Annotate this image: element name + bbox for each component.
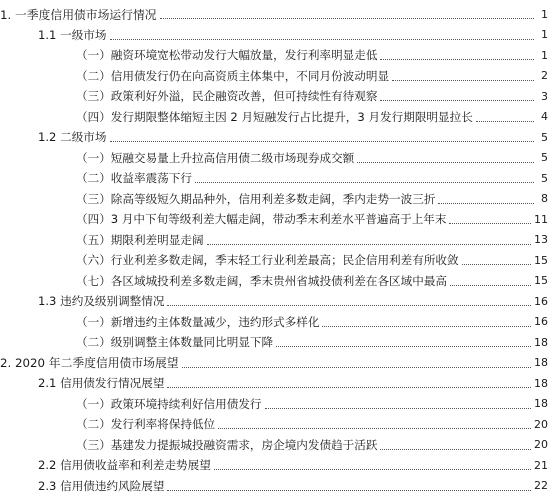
toc-entry-title[interactable]: 2. 2020 年二季度信用债市场展望 — [0, 354, 181, 371]
toc-dot-leader — [392, 79, 534, 81]
toc-dot-leader — [167, 489, 531, 491]
toc-page-number: 1 — [535, 49, 548, 62]
toc-entry-title[interactable]: 1.2 二级市场 — [38, 129, 109, 145]
toc-entry[interactable] — [0, 271, 548, 292]
toc-entry[interactable] — [0, 373, 548, 394]
toc-page-number: 2 — [535, 69, 548, 82]
toc-page-number: 4 — [535, 110, 548, 123]
toc-page-number: 20 — [532, 418, 548, 431]
toc-entry[interactable] — [0, 291, 548, 312]
toc-page-number: 18 — [532, 377, 548, 390]
toc-entry[interactable] — [0, 332, 548, 353]
toc-entry[interactable] — [0, 455, 548, 476]
toc-entry[interactable] — [0, 435, 548, 456]
toc-entry[interactable] — [0, 414, 548, 435]
toc-dot-leader — [462, 263, 531, 265]
toc-entry-title[interactable]: （五）期限利差明显走阔 — [76, 232, 206, 248]
toc-dot-leader — [160, 17, 534, 19]
toc-entry[interactable] — [0, 4, 548, 25]
toc-page-number: 1 — [535, 8, 548, 21]
toc-entry[interactable] — [0, 476, 548, 496]
toc-entry[interactable] — [0, 353, 548, 374]
toc-page-number: 5 — [535, 172, 548, 185]
toc-entry-title[interactable]: 2.1 信用债发行情况展望 — [38, 375, 166, 391]
toc-dot-leader — [167, 386, 531, 388]
toc-entry-title[interactable]: （一）新增违约主体数量减少，违约形式多样化 — [76, 314, 321, 330]
toc-entry[interactable] — [0, 86, 548, 107]
toc-entry-title[interactable]: （三）除高等级短久期品种外，信用利差多数走阔，季内走势一波三折 — [76, 191, 437, 207]
toc-entry[interactable] — [0, 148, 548, 169]
toc-entry-title[interactable]: （三）基建发力提振城投融资需求，房企境内发债趋于活跃 — [76, 437, 379, 453]
toc-entry-title[interactable]: （七）各区域城投利差多数走阔，季末贵州省城投债利差在各区域中最高 — [76, 273, 449, 289]
toc-dot-leader — [438, 202, 534, 204]
toc-page-number: 20 — [532, 438, 548, 451]
toc-page-number: 15 — [532, 254, 548, 267]
toc-entry[interactable] — [0, 168, 548, 189]
toc-page-number: 5 — [535, 151, 548, 164]
toc-dot-leader — [265, 407, 531, 409]
toc-entry-title[interactable]: 1. 一季度信用债市场运行情况 — [0, 6, 159, 23]
toc-page-number: 8 — [535, 192, 548, 205]
toc-dot-leader — [218, 427, 531, 429]
toc-dot-leader — [322, 325, 531, 327]
toc-entry[interactable] — [0, 230, 548, 251]
toc-page-number: 18 — [532, 397, 548, 410]
toc-dot-leader — [450, 284, 531, 286]
toc-page-number: 18 — [532, 336, 548, 349]
toc-entry-title[interactable]: （二）收益率震荡下行 — [76, 170, 194, 186]
toc-entry[interactable] — [0, 25, 548, 46]
toc-entry-title[interactable]: （六）行业利差多数走阔，季末轻工行业利差最高；民企信用利差有所收敛 — [76, 252, 461, 268]
toc-entry-title[interactable]: （一）短融交易量上升拉高信用债二级市场现券成交额 — [76, 150, 356, 166]
toc-dot-leader — [182, 366, 531, 368]
toc-page-number: 11 — [532, 213, 548, 226]
toc-entry[interactable] — [0, 189, 548, 210]
toc-entry[interactable] — [0, 394, 548, 415]
toc-page-number: 13 — [532, 233, 548, 246]
toc-page-number: 18 — [532, 356, 548, 369]
toc-page-number: 5 — [535, 131, 548, 144]
toc-entry-title[interactable]: （一）融资环境宽松带动发行大幅放量，发行利率明显走低 — [76, 47, 379, 63]
toc-entry-title[interactable]: （三）政策利好外溢，民企融资改善，但可持续性有待观察 — [76, 88, 379, 104]
toc-entry-title[interactable]: （一）政策环境持续利好信用债发行 — [76, 396, 264, 412]
toc-entry-title[interactable]: （二）级别调整主体数量同比明显下降 — [76, 334, 275, 350]
toc-entry[interactable] — [0, 250, 548, 271]
toc-entry[interactable] — [0, 312, 548, 333]
toc-page-number: 21 — [532, 459, 548, 472]
toc-dot-leader — [476, 120, 534, 122]
toc-entry-title[interactable]: （四）3 月中下旬等级利差大幅走阔，带动季末利差水平普遍高于上年末 — [76, 211, 448, 227]
toc-entry-title[interactable]: （二）信用债发行仍在向高资质主体集中，不同月份波动明显 — [76, 68, 391, 84]
toc-dot-leader — [195, 181, 534, 183]
toc-dot-leader — [449, 222, 531, 224]
toc-entry-title[interactable]: 2.3 信用债违约风险展望 — [38, 478, 166, 494]
toc-entry[interactable] — [0, 45, 548, 66]
toc-entry-title[interactable]: 1.1 一级市场 — [38, 27, 109, 43]
toc-dot-leader — [167, 304, 531, 306]
toc-page-number: 3 — [535, 90, 548, 103]
toc-dot-leader — [110, 38, 535, 40]
toc-dot-leader — [214, 468, 531, 470]
toc-page-number: 16 — [532, 315, 548, 328]
toc-entry-title[interactable]: 1.3 违约及级别调整情况 — [38, 293, 166, 309]
toc-dot-leader — [357, 161, 534, 163]
toc-dot-leader — [110, 140, 535, 142]
toc-dot-leader — [380, 58, 534, 60]
toc-entry-title[interactable]: （四）发行期限整体缩短主因 2 月短融发行占比提升，3 月发行期限明显拉长 — [76, 109, 475, 125]
toc-dot-leader — [380, 448, 531, 450]
toc-page-number: 16 — [532, 295, 548, 308]
toc-page-number: 22 — [532, 479, 548, 492]
toc-entry[interactable] — [0, 66, 548, 87]
toc-dot-leader — [276, 345, 531, 347]
toc-dot-leader — [380, 99, 534, 101]
toc-page-number: 1 — [535, 28, 548, 41]
toc-entry[interactable] — [0, 209, 548, 230]
toc-entry-title[interactable]: 2.2 信用债收益率和利差走势展望 — [38, 457, 213, 473]
table-of-contents — [0, 4, 548, 496]
toc-entry[interactable] — [0, 107, 548, 128]
toc-dot-leader — [207, 243, 531, 245]
toc-entry-title[interactable]: （二）发行利率将保持低位 — [76, 416, 217, 432]
toc-entry[interactable] — [0, 127, 548, 148]
toc-page-number: 15 — [532, 274, 548, 287]
